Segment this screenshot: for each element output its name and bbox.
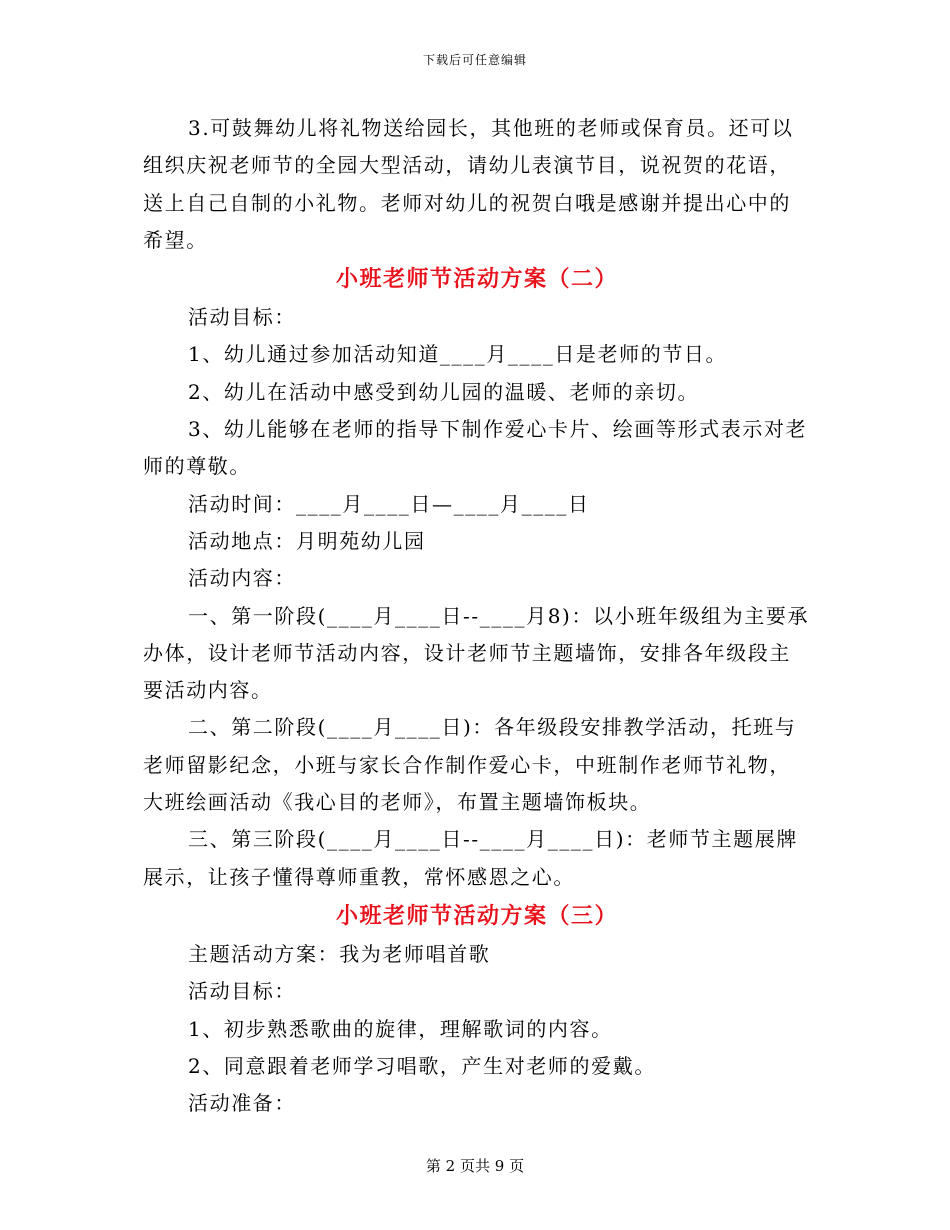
paragraph-goals-label-2: 活动目标： [188,979,296,1004]
paragraph-activity-location: 活动地点：月明苑幼儿园 [188,528,426,553]
paragraph-song-goal-2: 2、同意跟着老师学习唱歌，产生对老师的爱戴。 [188,1053,656,1078]
paragraph-content-label: 活动内容： [188,566,296,591]
paragraph-goals-label: 活动目标： [188,305,296,330]
paragraph-goal-1: 1、幼儿通过参加活动知道____月____日是老师的节日。 [188,342,728,367]
paragraph-stage-3: 三、第三阶段(____月____日--____月____日)：老师节主题展牌展示，让孩子懂得尊师重教，常怀感恩之心。 [143,827,798,889]
document-body [143,110,811,1122]
paragraph-gift-suggestion: 3.可鼓舞幼儿将礼物送给园长，其他班的老师或保育员。还可以组织庆祝老师节的全园大型活动，请幼儿表演节目，说祝贺的花语，送上自己自制的小礼物。老师对幼儿的祝贺白哦是感谢并提出心中的希望。 [143,116,794,252]
paragraph-stage-1: 一、第一阶段(____月____日--____月8)：以小班年级组为主要承办体，设计老师节活动内容，设计老师节主题墙饰，安排各年级段主要活动内容。 [143,603,810,703]
paragraph-activity-time: 活动时间：____月____日—____月____日 [188,491,590,516]
section-heading-3: 小班老师节活动方案（三） [335,902,618,929]
paragraph-stage-2: 二、第二阶段(____月____日)：各年级段安排教学活动，托班与老师留影纪念，小班与家长合作制作爱心卡，中班制作老师节礼物，大班绘画活动《我心目的老师》，布置主题墙饰板块。 [143,715,797,815]
paragraph-goal-2: 2、幼儿在活动中感受到幼儿园的温暖、老师的亲切。 [188,379,700,404]
page-header: 下载后可任意编辑 [422,53,527,67]
section-heading-2: 小班老师节活动方案（二） [335,266,618,293]
paragraph-song-goal-1: 1、初步熟悉歌曲的旋律，理解歌词的内容。 [188,1016,613,1041]
page-footer: 第 2 页共 9 页 [425,1157,525,1175]
paragraph-preparation-label: 活动准备： [188,1091,296,1116]
paragraph-theme: 主题活动方案：我为老师唱首歌 [188,941,491,966]
paragraph-goal-3: 3、幼儿能够在老师的指导下制作爱心卡片、绘画等形式表示对老师的尊敬。 [143,417,808,479]
